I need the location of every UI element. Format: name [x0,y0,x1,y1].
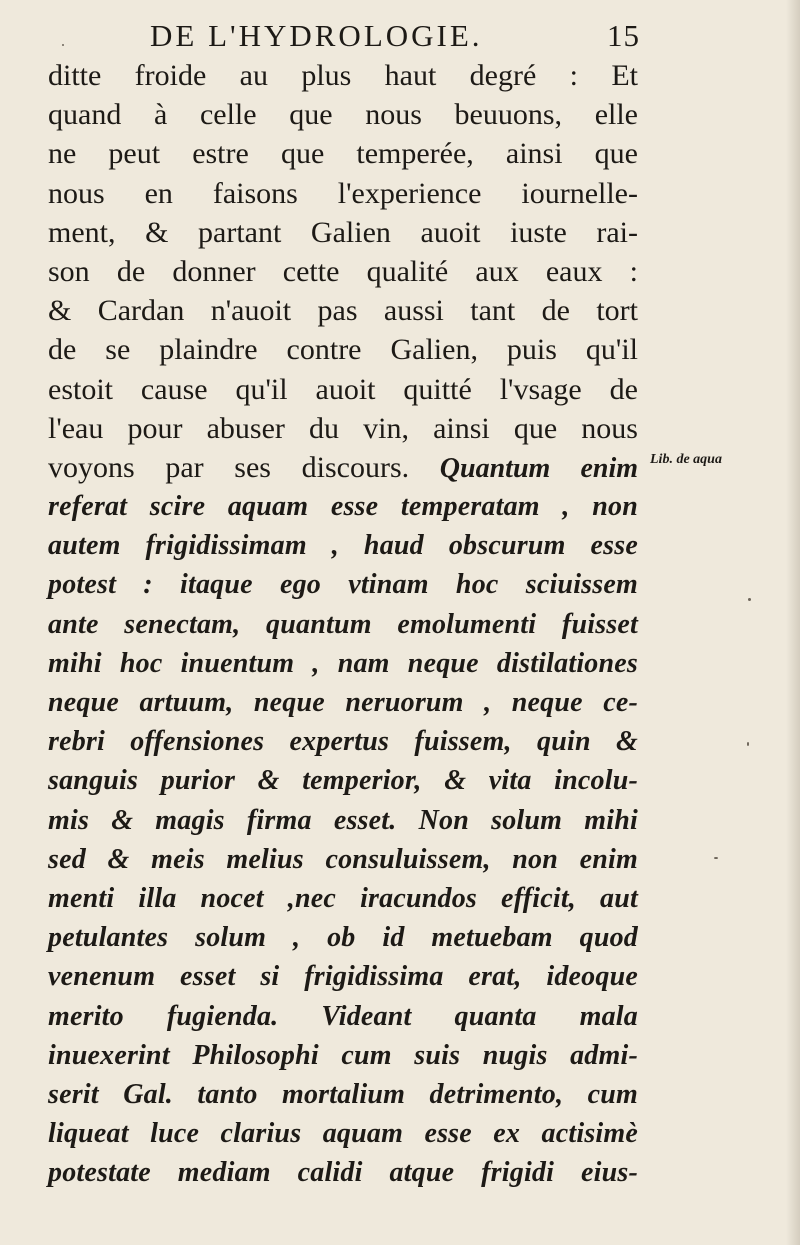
mixed-text-line [48,448,638,487]
latin-quote-line: liqueat luce clarius aquam esse ex actisimè [48,1118,638,1150]
latin-quote-line: mis & magis firma esset. Non solum mihi [48,804,638,836]
text-line: nous en faisons l'experience iournelle- [48,176,638,210]
latin-quote-line: ante senectam, quantum emolumenti fuisset [48,608,638,640]
running-head-title: DE L'HYDROLOGIE. [150,18,483,53]
text-line: ditte froide au plus haut degré : Et [48,59,638,92]
latin-quote-line: petulantes solum , ob id metuebam quod [48,922,638,954]
latin-quote-line: neque artuum, neque neruorum , neque ce- [48,687,638,718]
latin-quote-line: menti illa nocet ,nec iracundos efficit, aut [48,882,638,914]
text-line: ment, & partant Galien auoit iuste rai- [48,215,638,249]
paper-speck [748,598,751,601]
latin-quote-line: potest : itaque ego vtinam hoc sciuissem [48,569,638,601]
latin-quote-line: mihi hoc inuentum , nam neque distilationes [48,647,638,679]
latin-quote-line: merito fugienda. Videant quanta mala [48,1000,638,1032]
roman-text: voyons par ses discours. [48,450,410,484]
text-line: l'eau pour abuser du vin, ainsi que nous [48,411,638,445]
latin-quote-line: potestate mediam calidi atque frigidi eius- [48,1157,638,1189]
text-line: de se plaindre contre Galien, puis qu'il [48,333,638,367]
paper-speck [62,44,64,46]
text-line: & Cardan n'auoit pas aussi tant de tort [48,294,638,328]
page-number: 15 [607,18,640,53]
latin-quote-line: sanguis purior & temperior, & vita incolu- [48,765,638,797]
latin-quote-line: sed & meis melius consuluissem, non enim [48,843,638,875]
text-line: ne peut estre que temperée, ainsi que [48,137,638,171]
paper-speck [714,857,718,859]
latin-quote-line: autem frigidissimam , haud obscurum esse [48,530,638,562]
paper-speck [747,742,749,746]
running-head [150,18,640,58]
latin-quote-line: inuexerint Philosophi cum suis nugis admi- [48,1039,638,1071]
latin-quote-line: referat scire aquam esse temperatam , non [48,491,638,523]
body-text [48,56,638,1192]
latin-quote-line: serit Gal. tanto mortalium detrimento, cum [48,1078,638,1110]
marginal-note: Lib. de aqua [650,452,722,467]
latin-quote-start: Quantum enim [439,452,639,484]
latin-quote-line: rebri offensiones expertus fuissem, quin & [48,726,638,758]
text-line: quand à celle que nous beuuons, elle [48,98,638,132]
text-line: son de donner cette qualité aux eaux : [48,254,638,288]
latin-quote-line: venenum esset si frigidissima erat, ideoque [48,961,638,993]
page-edge-shadow [786,0,800,1245]
text-line: estoit cause qu'il auoit quitté l'vsage de [48,372,638,406]
